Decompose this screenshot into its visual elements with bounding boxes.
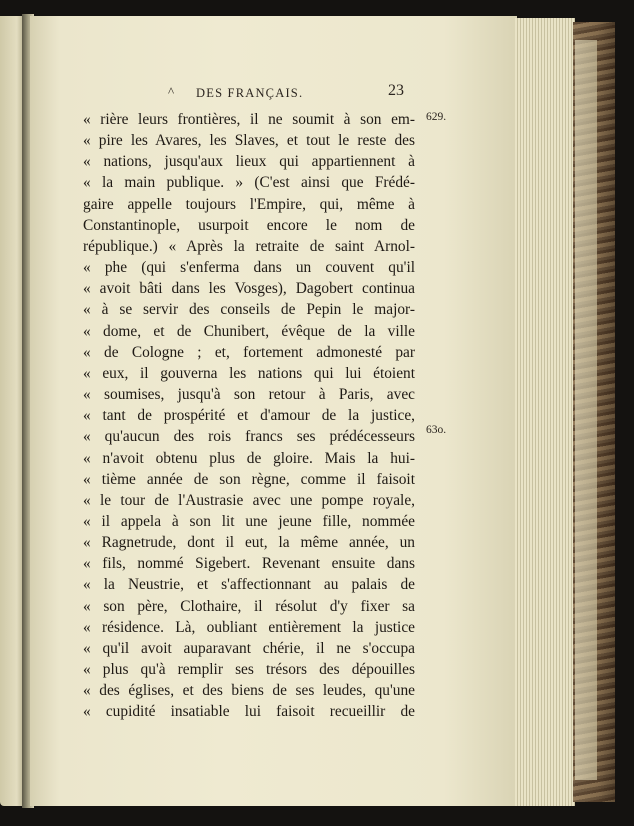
- text-line: « il appela à son lit une jeune fille, nommée: [83, 512, 415, 530]
- page-number: 23: [388, 82, 404, 99]
- text-line: Constantinople, usurpoit encore le nom de: [83, 216, 415, 234]
- text-line: « fils, nommé Sigebert. Revenant ensuite dans: [83, 555, 415, 573]
- running-head: [160, 82, 410, 106]
- margin-date-630: 63o.: [426, 424, 447, 436]
- text-line: « nations, jusqu'aux lieux qui appartiennent à: [83, 153, 415, 171]
- text-line: « des églises, et des biens de ses leudes, qu'une: [83, 682, 415, 700]
- text-line: « la Neustrie, et s'affectionnant au palais de: [83, 576, 415, 594]
- text-line: « dome, et de Chunibert, évêque de la ville: [83, 322, 415, 340]
- text-line: « n'avoit obtenu plus de gloire. Mais la hui-: [83, 449, 415, 467]
- text-line: « la main publique. » (C'est ainsi que Frédé-: [83, 174, 415, 192]
- text-line: « plus qu'à remplir ses trésors des dépouilles: [83, 661, 415, 679]
- text-line: « de Cologne ; et, fortement admonesté par: [83, 343, 415, 361]
- text-line: « soumises, jusqu'à son retour à Paris, avec: [83, 386, 415, 404]
- cover-board-inner: [575, 40, 597, 780]
- text-line: gaire appelle toujours l'Empire, qui, même à: [83, 195, 415, 213]
- page-stack-edge: [515, 18, 575, 806]
- margin-date-629: 629.: [426, 111, 447, 123]
- text-line: « pire les Avares, les Slaves, et tout le reste des: [83, 132, 415, 150]
- text-line: « résidence. Là, oubliant entièrement la justice: [83, 618, 415, 636]
- text-line: « à se servir des conseils de Pepin le major-: [83, 301, 415, 319]
- running-head-title: DES FRANÇAIS.: [196, 86, 304, 100]
- text-line: « rière leurs frontières, il ne soumit à son em-: [83, 111, 415, 128]
- running-head-mark: ^: [168, 84, 175, 99]
- facing-page-edge: [0, 16, 24, 806]
- text-line: « qu'aucun des rois francs ses prédécesseurs: [83, 428, 415, 446]
- text-line: « son père, Clothaire, il résolut d'y fixer sa: [83, 597, 415, 615]
- text-line: « eux, il gouverna les nations qui lui étoient: [83, 364, 415, 382]
- body-text: [83, 109, 415, 723]
- text-line: « tant de prospérité et d'amour de la justice,: [83, 407, 415, 425]
- text-line: « le tour de l'Austrasie avec une pompe royale,: [83, 491, 415, 509]
- text-line: « cupidité insatiable lui faisoit recueillir de: [83, 703, 415, 721]
- text-line: « avoit bâti dans les Vosges), Dagobert continua: [83, 280, 415, 298]
- text-line: république.) « Après la retraite de saint Arnol-: [83, 237, 415, 255]
- text-line: « phe (qui s'enferma dans un couvent qu'il: [83, 259, 415, 277]
- text-line: « tième année de son règne, comme il faisoit: [83, 470, 415, 488]
- text-line: « Ragnetrude, dont il eut, la même année, un: [83, 534, 415, 552]
- text-line: « qu'il avoit auparavant chérie, il ne s'occupa: [83, 639, 415, 657]
